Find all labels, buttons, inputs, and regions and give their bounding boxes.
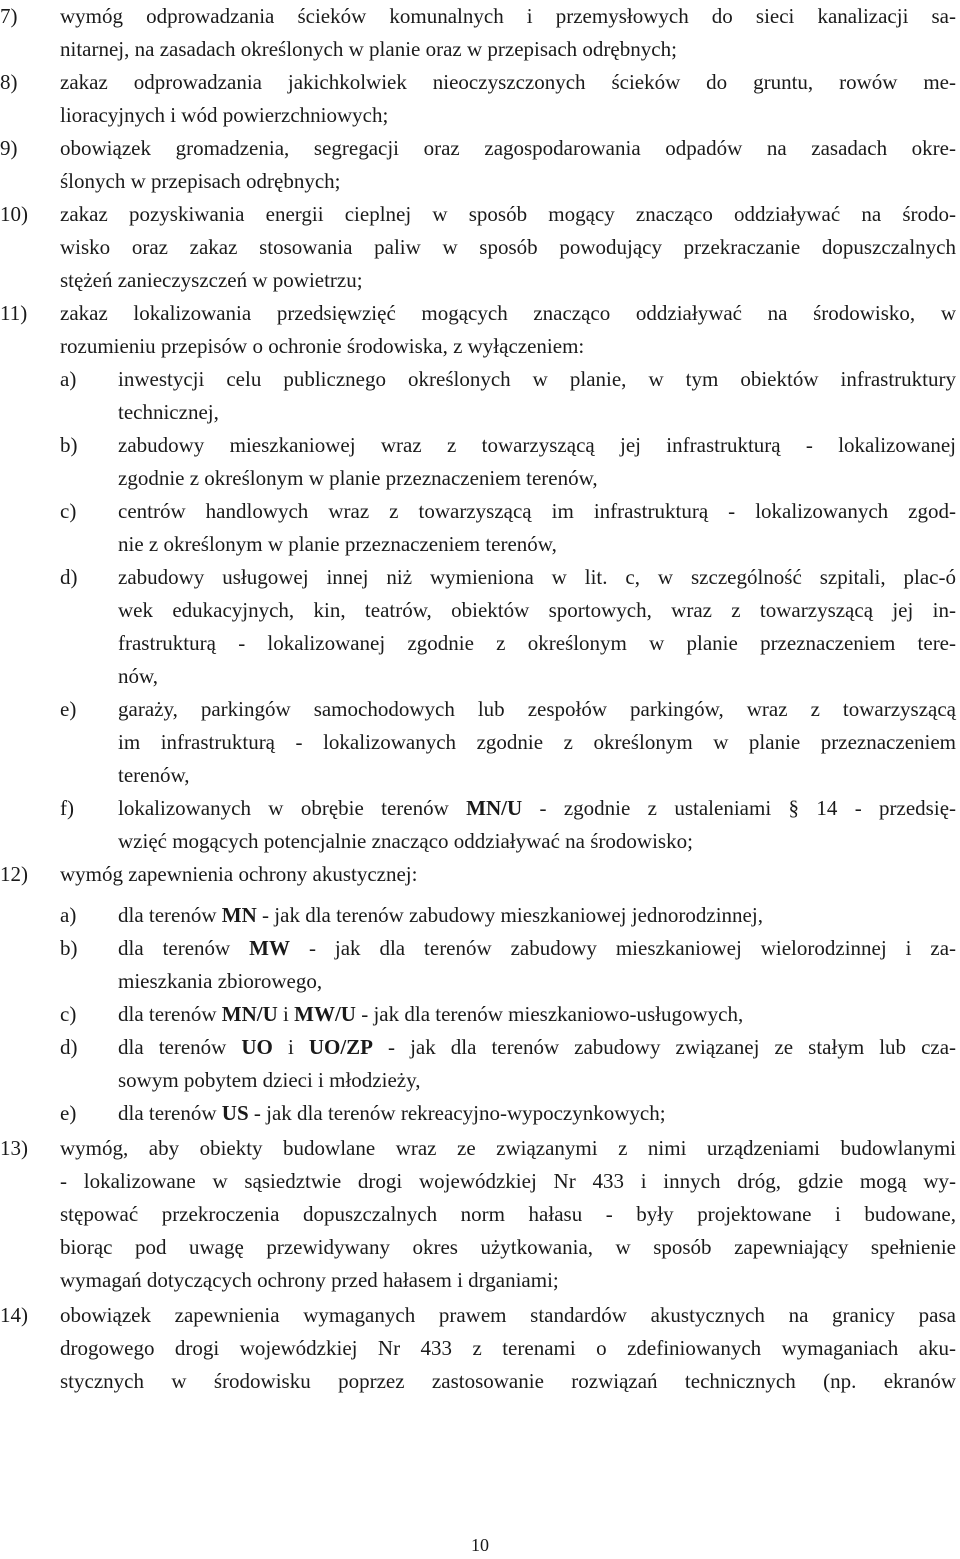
item-12c-text: i: [283, 1002, 289, 1026]
item-11d-line-1-end: ó: [945, 565, 956, 589]
subitem-mark: e): [60, 1101, 77, 1125]
subitem-mark: a): [60, 367, 77, 391]
zone-code: MW: [249, 936, 290, 960]
item-12b-line-1: [118, 932, 956, 964]
item-12d-text: dla terenów: [118, 1035, 227, 1059]
item-12c-line-1: [118, 998, 956, 1030]
item-11f-line-2: wzięć mogących potencjalnie znacząco oddziaływać na środowisko;: [118, 829, 693, 853]
item-12c-text: - jak dla terenów mieszkaniowo-usługowych,: [361, 1002, 744, 1026]
item-number: 10): [0, 202, 28, 226]
subitem-mark: d): [60, 1035, 78, 1059]
subitem-mark: d): [60, 565, 78, 589]
item-number: 12): [0, 862, 28, 886]
zone-code: MW/U: [294, 1002, 356, 1026]
item-12a-line-1: [118, 899, 956, 931]
item-11b-line-2: zgodnie z określonym w planie przeznaczeniem terenów,: [118, 466, 598, 490]
zone-code: MN/U: [221, 1002, 278, 1026]
item-12d-text: - jak dla terenów zabudowy związanej ze stałym lub cza-: [388, 1035, 957, 1059]
zone-code: US: [221, 1101, 249, 1125]
item-number: 7): [0, 4, 18, 28]
item-14-line-1: obowiązek zapewnienia wymaganych prawem standardów akustycznych na granicy pasa: [60, 1303, 956, 1327]
item-10-line-2: wisko oraz zakaz stosowania paliw w sposób powodujący przekraczanie dopuszczalnych: [60, 235, 956, 259]
item-9-line-1: obowiązek gromadzenia, segregacji oraz zagospodarowania odpadów na zasadach okre-: [60, 136, 956, 160]
item-13-line-5: wymagań dotyczących ochrony przed hałasem i drganiami;: [60, 1268, 559, 1292]
item-14-line-3: stycznych w środowisku poprzez zastosowanie rozwiązań technicznych (np. ekranów: [60, 1369, 956, 1393]
item-number: 11): [0, 301, 28, 325]
item-number: 13): [0, 1136, 28, 1160]
item-12b-text: - jak dla terenów zabudowy mieszkaniowej wielorodzinnej i za-: [308, 936, 957, 960]
item-12a-text: dla terenów: [118, 903, 217, 927]
subitem-mark: b): [60, 936, 78, 960]
item-12a-text: - jak dla terenów zabudowy mieszkaniowej jednorodzinnej,: [262, 903, 763, 927]
item-7-line-1: wymóg odprowadzania ścieków komunalnych i przemysłowych do sieci kanalizacji sa-: [60, 4, 956, 28]
zone-code: UO/ZP: [308, 1035, 373, 1059]
subitem-mark: a): [60, 903, 77, 927]
item-11d-line-1: [118, 561, 956, 593]
item-11f-line-1: [118, 792, 956, 824]
zone-code: MN: [221, 903, 257, 927]
item-11-line-1: zakaz lokalizowania przedsięwzięć mogących znacząco oddziaływać na środowisko, w: [60, 301, 956, 325]
subitem-mark: e): [60, 697, 77, 721]
subitem-mark: f): [60, 796, 74, 820]
item-12d-line-1: [118, 1031, 956, 1063]
item-11d-line-1-text: zabudowy usługowej innej niż wymieniona w lit. c, w szczególność szpitali, plac-: [118, 565, 946, 589]
item-11a-line-2: technicznej,: [118, 400, 219, 424]
item-12d-line-2: sowym pobytem dzieci i młodzieży,: [118, 1068, 421, 1092]
item-11d-line-2: wek edukacyjnych, kin, teatrów, obiektów sportowych, wraz z towarzyszącą jej in-: [118, 598, 956, 622]
zone-code: MN/U: [466, 796, 523, 820]
item-11e-line-1: garaży, parkingów samochodowych lub zespołów parkingów, wraz z towarzyszącą: [118, 697, 956, 721]
item-11e-line-2: im infrastrukturą - lokalizowanych zgodnie z określonym w planie przeznaczeniem: [118, 730, 956, 754]
item-number: 8): [0, 70, 18, 94]
item-9-line-2: ślonych w przepisach odrębnych;: [60, 169, 341, 193]
item-10-line-1: zakaz pozyskiwania energii cieplnej w sposób mogący znacząco oddziaływać na środo-: [60, 202, 956, 226]
subitem-mark: b): [60, 433, 78, 457]
item-10-line-3: stężeń zanieczyszczeń w powietrzu;: [60, 268, 363, 292]
item-8-line-1: zakaz odprowadzania jakichkolwiek nieoczyszczonych ścieków do gruntu, rowów me-: [60, 70, 956, 94]
item-number: 9): [0, 136, 18, 160]
item-11d-line-4: nów,: [118, 664, 159, 688]
item-11f-text: - zgodnie z ustaleniami § 14 - przedsię-: [539, 796, 957, 820]
item-11f-text: lokalizowanych w obrębie terenów: [118, 796, 449, 820]
zone-code: UO: [241, 1035, 273, 1059]
item-11b-line-1: zabudowy mieszkaniowej wraz z towarzyszącą jej infrastrukturą - lokalizowanej: [118, 433, 956, 457]
item-13-line-3: stępować przekroczenia dopuszczalnych norm hałasu - były projektowane i budowane,: [60, 1202, 956, 1226]
item-7-line-2: nitarnej, na zasadach określonych w planie oraz w przepisach odrębnych;: [60, 37, 677, 61]
item-12d-text: i: [287, 1035, 294, 1059]
item-11d-line-3: frastrukturą - lokalizowanej zgodnie z określonym w planie przeznaczeniem tere-: [118, 631, 956, 655]
subitem-mark: c): [60, 499, 77, 523]
item-12e-text: dla terenów: [118, 1101, 217, 1125]
item-13-line-2: - lokalizowane w sąsiedztwie drogi wojewódzkiej Nr 433 i innych dróg, gdzie mogą wy-: [60, 1169, 956, 1193]
item-number: 14): [0, 1303, 28, 1327]
item-11-line-2: rozumieniu przepisów o ochronie środowiska, z wyłączeniem:: [60, 334, 585, 358]
item-13-line-4: biorąc pod uwagę przewidywany okres użytkowania, w sposób zapewniający spełnienie: [60, 1235, 956, 1259]
item-11a-line-1: inwestycji celu publicznego określonych w planie, w tym obiektów infrastruktury: [118, 367, 956, 391]
item-12e-text: - jak dla terenów rekreacyjno-wypoczynkowych;: [253, 1101, 666, 1125]
item-11c-line-2: nie z określonym w planie przeznaczeniem terenów,: [118, 532, 557, 556]
item-12b-line-2: mieszkania zbiorowego,: [118, 969, 323, 993]
item-13-line-1: wymóg, aby obiekty budowlane wraz ze związanymi z nimi urządzeniami budowlanymi: [60, 1136, 956, 1160]
item-12c-text: dla terenów: [118, 1002, 217, 1026]
item-12e-line-1: [118, 1097, 956, 1129]
page-number: 10: [471, 1535, 489, 1555]
item-12b-text: dla terenów: [118, 936, 231, 960]
item-11e-line-3: terenów,: [118, 763, 190, 787]
item-11c-line-1: centrów handlowych wraz z towarzyszącą im infrastrukturą - lokalizowanych zgod-: [118, 499, 956, 523]
subitem-mark: c): [60, 1002, 77, 1026]
item-14-line-2: drogowego drogi wojewódzkiej Nr 433 z terenami o zdefiniowanych wymaganiach aku-: [60, 1336, 956, 1360]
item-12-line-1: wymóg zapewnienia ochrony akustycznej:: [60, 862, 418, 886]
item-8-line-2: lioracyjnych i wód powierzchniowych;: [60, 103, 389, 127]
